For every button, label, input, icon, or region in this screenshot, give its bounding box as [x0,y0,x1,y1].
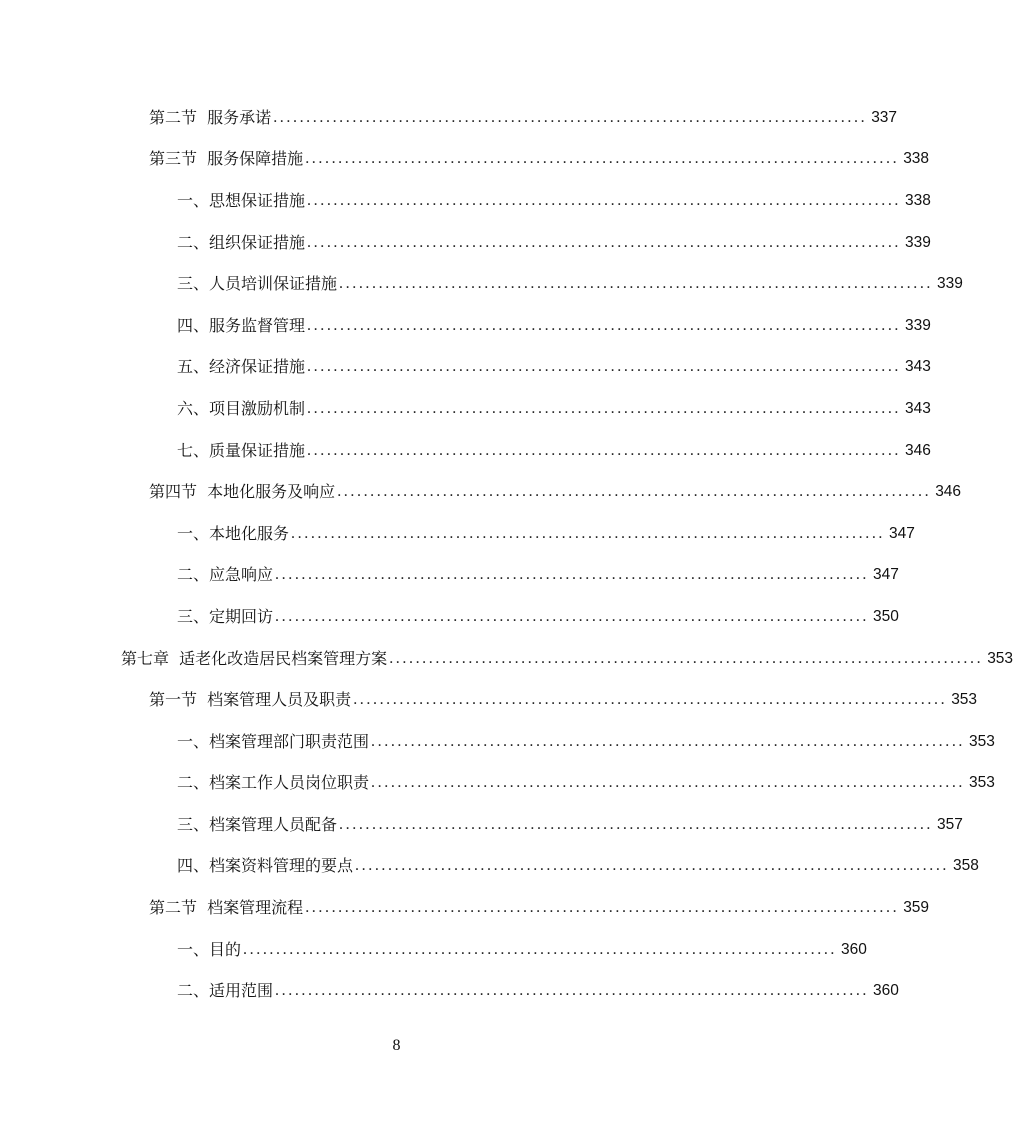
toc-entry[interactable] [0,97,898,139]
toc-entry-page: 346 [905,441,931,459]
toc-entry[interactable] [0,596,899,638]
toc-entry-page: 357 [937,815,963,833]
toc-entry[interactable] [0,139,930,181]
toc-entry-label: 三、定期回访 [177,606,274,626]
toc-entry-page: 350 [873,607,899,625]
toc-entry-label: 一、思想保证措施 [177,190,306,210]
dot-leader: .......................................................................................... [355,857,950,875]
toc-entry[interactable] [0,679,978,721]
dot-leader: .......................................................................................... [273,108,868,126]
toc-entry[interactable] [0,347,931,389]
toc-entry-page: 347 [873,566,899,584]
toc-entry-page: 347 [889,524,915,542]
dot-leader: .......................................................................................... [307,358,902,376]
toc-entry[interactable] [0,305,931,347]
toc-entry[interactable] [0,970,899,1012]
toc-entry-page: 360 [841,940,867,958]
toc-entry-page: 353 [969,774,995,792]
dot-leader: .......................................................................................... [307,233,902,251]
dot-leader: .......................................................................................... [371,732,966,750]
toc-entry-page: 353 [969,732,995,750]
dot-leader: .......................................................................................... [275,566,870,584]
dot-leader: .......................................................................................... [339,275,934,293]
toc-entry-label: 第四节 本地化服务及响应 [149,482,336,502]
dot-leader: .......................................................................................... [307,399,902,417]
toc-entry-page: 338 [903,150,930,168]
toc-entry-label: 二、应急响应 [177,565,274,585]
toc-entry-label: 七、质量保证措施 [177,440,306,460]
toc-entry-label: 第二节 服务承诺 [149,107,272,127]
toc-entry[interactable] [0,638,1013,680]
toc-entry-page: 338 [905,191,931,209]
dot-leader: .......................................................................................... [307,441,902,459]
toc-entry-label: 六、项目激励机制 [177,398,306,418]
toc-entry-label: 一、目的 [177,939,242,959]
toc-entry[interactable] [0,804,963,846]
toc-entry[interactable] [0,721,995,763]
toc-entry[interactable] [0,846,979,888]
page-number: 8 [392,1037,401,1054]
dot-leader: .......................................................................................... [337,483,932,501]
toc-entry[interactable] [0,887,930,929]
toc-entry[interactable] [0,263,963,305]
toc-entry[interactable] [0,929,867,971]
toc-entry-label: 一、本地化服务 [177,523,290,543]
toc-entry-page: 339 [937,275,963,293]
toc-entry-label: 四、服务监督管理 [177,315,306,335]
toc-entry[interactable] [0,430,931,472]
toc-entry-label: 二、适用范围 [177,981,274,1001]
toc-entry-page: 337 [871,108,898,126]
toc-entry-page: 339 [905,233,931,251]
toc-entry[interactable] [0,180,931,222]
toc-entry-label: 三、档案管理人员配备 [177,814,338,834]
toc-entry-page: 339 [905,316,931,334]
dot-leader: .......................................................................................... [275,982,870,1000]
dot-leader: .......................................................................................... [371,774,966,792]
toc-entry-label: 三、人员培训保证措施 [177,274,338,294]
dot-leader: .......................................................................................... [353,691,948,709]
toc-entry[interactable] [0,471,962,513]
toc-entry-label: 第三节 服务保障措施 [149,149,304,169]
dot-leader: .......................................................................................... [339,815,934,833]
toc-entry[interactable] [0,763,995,805]
dot-leader: .......................................................................................... [291,524,886,542]
toc-entry[interactable] [0,222,931,264]
toc-entry[interactable] [0,513,915,555]
toc-entry-page: 343 [905,399,931,417]
toc-entry-label: 五、经济保证措施 [177,357,306,377]
toc-entry-label: 四、档案资料管理的要点 [177,856,354,876]
toc-entry-label: 第二节 档案管理流程 [149,898,304,918]
table-of-contents [0,97,1013,1012]
toc-entry-label: 二、档案工作人员岗位职责 [177,773,370,793]
toc-entry-page: 360 [873,982,899,1000]
dot-leader: .......................................................................................... [243,940,838,958]
toc-entry-page: 346 [935,483,962,501]
toc-entry-page: 358 [953,857,979,875]
dot-leader: .......................................................................................... [275,607,870,625]
toc-entry-page: 353 [951,691,978,709]
toc-entry-page: 343 [905,358,931,376]
dot-leader: .......................................................................................... [389,649,984,667]
dot-leader: .......................................................................................... [305,899,900,917]
dot-leader: .......................................................................................... [307,191,902,209]
toc-entry[interactable] [0,555,899,597]
toc-entry-page: 359 [903,899,930,917]
toc-entry-label: 一、档案管理部门职责范围 [177,731,370,751]
dot-leader: .......................................................................................... [305,150,900,168]
toc-entry[interactable] [0,388,931,430]
toc-entry-label: 第七章 适老化改造居民档案管理方案 [121,648,388,668]
toc-entry-label: 二、组织保证措施 [177,232,306,252]
toc-entry-page: 353 [987,649,1013,667]
dot-leader: .......................................................................................... [307,316,902,334]
toc-entry-label: 第一节 档案管理人员及职责 [149,690,352,710]
